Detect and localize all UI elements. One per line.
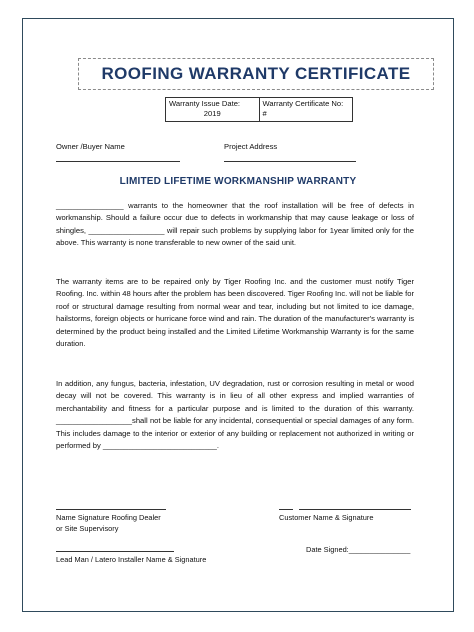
owner-name-line	[56, 161, 180, 162]
customer-signature-line-short	[279, 509, 293, 510]
customer-signature-line	[299, 509, 411, 510]
certificate-title: ROOFING WARRANTY CERTIFICATE	[101, 64, 411, 83]
project-address-line	[224, 161, 356, 162]
certificate-number-label: Warranty Certificate No:	[262, 99, 344, 108]
paragraph-repairs: The warranty items are to be repaired only by Tiger Roofing Inc. and the customer must notify Tiger Roofing. Inc. within 48 hours after the problem has been discovered. Tiger Roofing Inc. will not be liable for roof or structural damage resulting from normal wear and tear, including but not limited to ice damage, hailstorms, foreign objects or hurricane force wind and rain. The duration of the manufacturer's warranty is determined by the product being installed and the Limited Lifetime Workmanship Warranty is for the same duration.	[56, 277, 414, 349]
dealer-signature-line	[56, 509, 166, 510]
lead-signature-label: Lead Man / Latero Installer Name & Signature	[56, 555, 207, 564]
dealer-signature-sublabel: or Site Supervisory	[56, 524, 119, 533]
title-box	[78, 58, 434, 90]
warranty-info-table	[165, 97, 353, 122]
owner-name-label: Owner /Buyer Name	[56, 142, 125, 151]
customer-signature-label: Customer Name & Signature	[279, 513, 374, 522]
certificate-number-value: #	[262, 109, 267, 118]
paragraph-workmanship: ________________ warrants to the homeowner that the roof installation will be free of defects in workmanship. Should a failure occur due to defects in workmanship that may cause leakage or loss of shingles, __________________ will repair such problems by supplying labor for 1year limited only for the above. This warranty is none transferable to new owner of the said unit.	[56, 201, 414, 248]
date-signed-label: Date Signed:_______________	[306, 545, 411, 554]
issue-date-label: Warranty Issue Date:	[169, 99, 241, 108]
section-title: LIMITED LIFETIME WORKMANSHIP WARRANTY	[119, 176, 357, 187]
lead-signature-line	[56, 551, 174, 552]
dealer-signature-label: Name Signature Roofing Dealer	[56, 513, 161, 522]
issue-date-value: 2019	[203, 109, 221, 118]
project-address-label: Project Address	[224, 142, 278, 151]
paragraph-exclusions: In addition, any fungus, bacteria, infestation, UV degradation, rust or corrosion resulting in metal or wood decay will not be covered. This warranty is in lieu of all other express and implied warranties of merchantability and fitness for a particular purpose and is limited to the duration of this warranty. __________________shall not be liable for any incidental, consequential or special damages of any form. This includes damage to the interior or exterior of any building or replacement not authorized in writing or performed by ___________________________.	[56, 379, 414, 451]
